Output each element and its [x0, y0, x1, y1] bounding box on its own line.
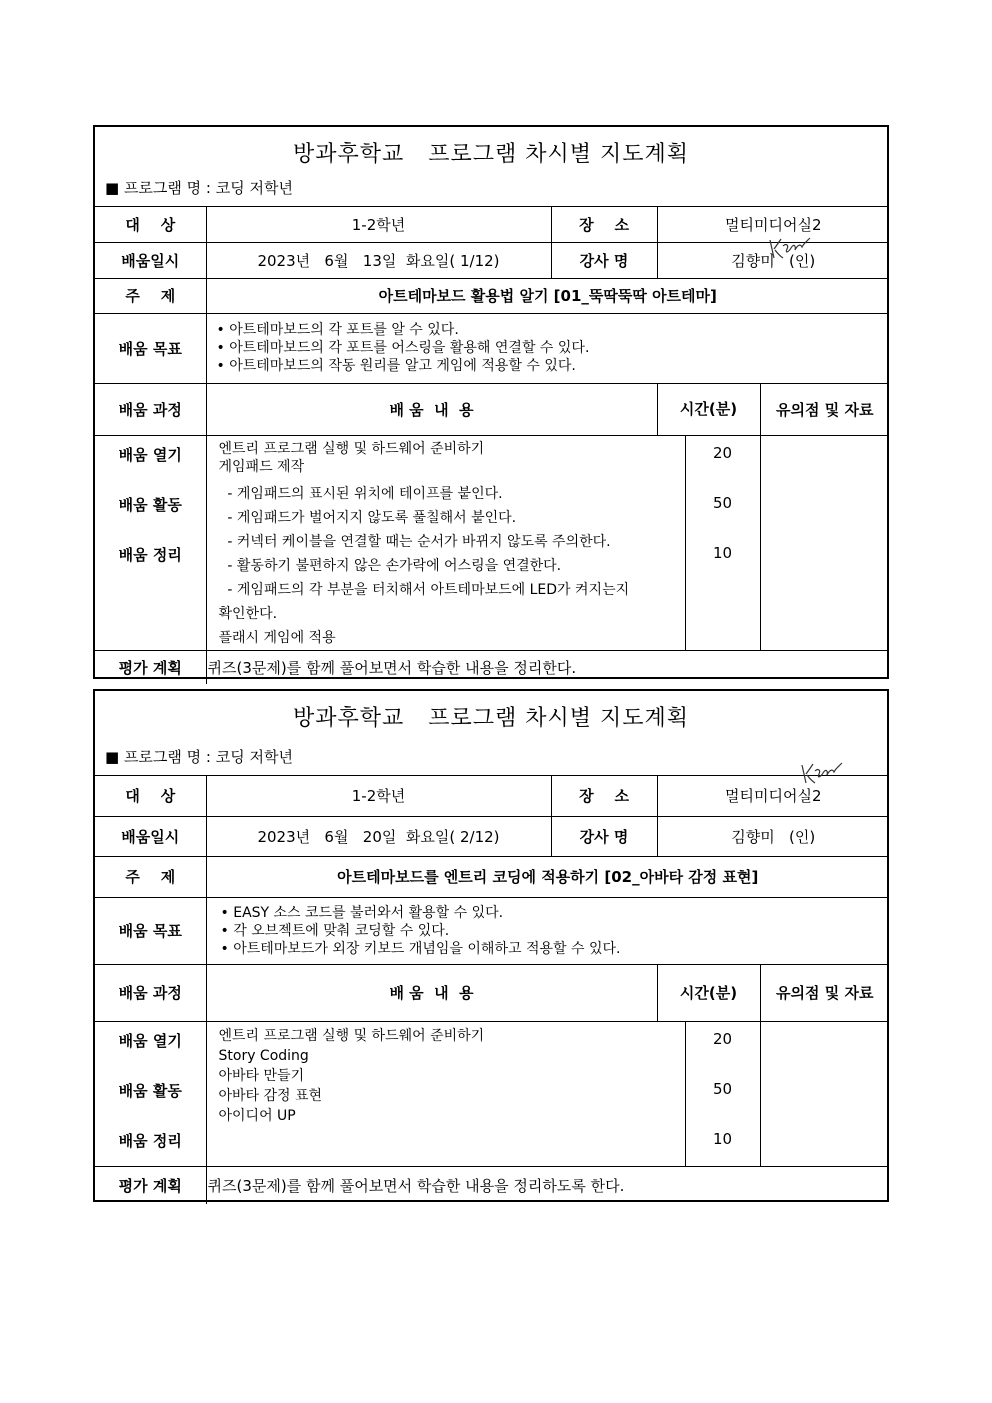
- time-activity: 50: [712, 493, 733, 512]
- goals-label: 배움 목표: [95, 897, 206, 964]
- goal-item: • 아트테마보드의 작동 원리를 알고 게임에 적용할 수 있다.: [217, 357, 890, 375]
- time-open: 20: [712, 443, 733, 462]
- teacher-value: 김향미 (인): [731, 251, 816, 270]
- time-wrapup: 10: [712, 543, 733, 562]
- stage-open: 배움 열기: [118, 445, 182, 464]
- notes-cell: [760, 1021, 889, 1166]
- program-name: ■ 프로그램 명 : 코딩 저학년: [105, 748, 293, 766]
- teacher-cell: [657, 242, 889, 278]
- times-cell: [685, 435, 760, 650]
- target-label: 대 상: [95, 207, 206, 242]
- notes-label: 유의점 및 자료: [760, 383, 889, 435]
- content-line: - 커넥터 케이블을 연결할 때는 순서가 바뀌지 않도록 주의한다.: [218, 533, 611, 550]
- content-line: 플래시 게임에 적용: [218, 629, 336, 646]
- time-label-wrap: [657, 964, 760, 1021]
- lesson-plan-1: [93, 125, 889, 679]
- target-value: 1-2학년: [206, 776, 551, 816]
- date-label: 배움일시: [95, 242, 206, 278]
- content-line: 게임패드 제작: [218, 458, 305, 475]
- goal-item: • 각 오브젝트에 맞춰 코딩할 수 있다.: [221, 922, 890, 940]
- content-label: 배 움 내 용: [206, 964, 657, 1021]
- plan-table: [95, 776, 889, 1204]
- stage-wrapup: 배움 정리: [118, 1131, 182, 1150]
- goals-list: [206, 897, 889, 964]
- goals-label: 배움 목표: [95, 313, 206, 383]
- plan-header: [95, 691, 887, 776]
- plan-title: 방과후학교 프로그램 차시별 지도계획: [293, 142, 689, 167]
- content-cell: [206, 1021, 685, 1166]
- stage-wrapup: 배움 정리: [118, 545, 182, 564]
- process-label: 배움 과정: [95, 964, 206, 1021]
- place-value: 멀티미디어실2: [725, 787, 822, 806]
- place-label: 장 소: [551, 207, 657, 242]
- goal-item: • 아트테마보드의 각 포트를 알 수 있다.: [217, 321, 890, 339]
- time-wrapup: 10: [712, 1129, 733, 1148]
- stage-activity: 배움 활동: [118, 495, 182, 514]
- time-label-wrap: [657, 383, 760, 435]
- program-name: ■ 프로그램 명 : 코딩 저학년: [105, 179, 293, 197]
- date-value: 2023년 6월 13일 화요일( 1/12): [206, 242, 551, 278]
- teacher-label: 강사 명: [551, 816, 657, 856]
- content-line: 확인한다.: [218, 605, 278, 622]
- content-line: 아바타 감정 표현: [218, 1087, 323, 1104]
- goal-item: • 아트테마보드의 각 포트를 어스링을 활용해 연결할 수 있다.: [217, 339, 890, 357]
- eval-value: 퀴즈(3문제)를 함께 풀어보면서 학습한 내용을 정리하도록 한다.: [206, 1166, 889, 1204]
- topic-value: 아트테마보드를 엔트리 코딩에 적용하기 [02_아바타 감정 표현]: [206, 856, 889, 897]
- goal-item: • EASY 소스 코드를 불러와서 활용할 수 있다.: [221, 904, 890, 922]
- content-cell: [206, 435, 685, 650]
- lesson-plan-2: [93, 689, 889, 1202]
- topic-label: 주 제: [95, 278, 206, 313]
- topic-label: 주 제: [95, 856, 206, 897]
- stage-activity: 배움 활동: [118, 1081, 182, 1100]
- teacher-label: 강사 명: [551, 242, 657, 278]
- notes-label: 유의점 및 자료: [760, 964, 889, 1021]
- content-label: 배 움 내 용: [206, 383, 657, 435]
- time-label: 시간(분): [679, 400, 738, 418]
- target-label: 대 상: [95, 776, 206, 816]
- content-line: 엔트리 프로그램 실행 및 하드웨어 준비하기: [218, 440, 485, 457]
- teacher-value: 김향미 (인): [657, 816, 889, 856]
- date-label: 배움일시: [95, 816, 206, 856]
- content-line: - 게임패드가 벌어지지 않도록 풀칠해서 붙인다.: [218, 509, 517, 526]
- topic-value: 아트테마보드 활용법 알기 [01_뚝딱뚝딱 아트테마]: [206, 278, 889, 313]
- goals-list: [206, 313, 889, 383]
- times-cell: [685, 1021, 760, 1166]
- signature-image: [766, 234, 812, 262]
- signature-image: [798, 759, 844, 787]
- date-value: 2023년 6월 20일 화요일( 2/12): [206, 816, 551, 856]
- time-open: 20: [712, 1029, 733, 1048]
- content-line: - 게임패드의 각 부분을 터치해서 아트테마보드에 LED가 켜지는지: [218, 581, 630, 598]
- stages-cell: [95, 1021, 206, 1166]
- eval-value: 퀴즈(3문제)를 함께 풀어보면서 학습한 내용을 정리한다.: [206, 650, 889, 684]
- goal-item: • 아트테마보드가 외장 키보드 개념임을 이해하고 적용할 수 있다.: [221, 940, 890, 958]
- place-label: 장 소: [551, 776, 657, 816]
- target-value: 1-2학년: [206, 207, 551, 242]
- plan-header: [95, 127, 887, 207]
- content-line: 아바타 만들기: [218, 1067, 305, 1084]
- stages-cell: [95, 435, 206, 650]
- time-activity: 50: [712, 1079, 733, 1098]
- content-line: Story Coding: [218, 1047, 309, 1064]
- content-line: - 게임패드의 표시된 위치에 테이프를 붙인다.: [218, 485, 503, 502]
- content-line: 엔트리 프로그램 실행 및 하드웨어 준비하기: [218, 1027, 485, 1044]
- place-value: 멀티미디어실2: [657, 207, 889, 242]
- notes-cell: [760, 435, 889, 650]
- plan-table: [95, 207, 889, 684]
- content-line: 아이디어 UP: [218, 1107, 296, 1124]
- eval-label: 평가 계획: [95, 650, 206, 684]
- eval-label: 평가 계획: [95, 1166, 206, 1204]
- plan-title: 방과후학교 프로그램 차시별 지도계획: [293, 706, 689, 731]
- place-cell: [657, 776, 889, 816]
- process-label: 배움 과정: [95, 383, 206, 435]
- content-line: - 활동하기 불편하지 않은 손가락에 어스링을 연결한다.: [218, 557, 562, 574]
- stage-open: 배움 열기: [118, 1031, 182, 1050]
- time-label: 시간(분): [679, 983, 738, 1002]
